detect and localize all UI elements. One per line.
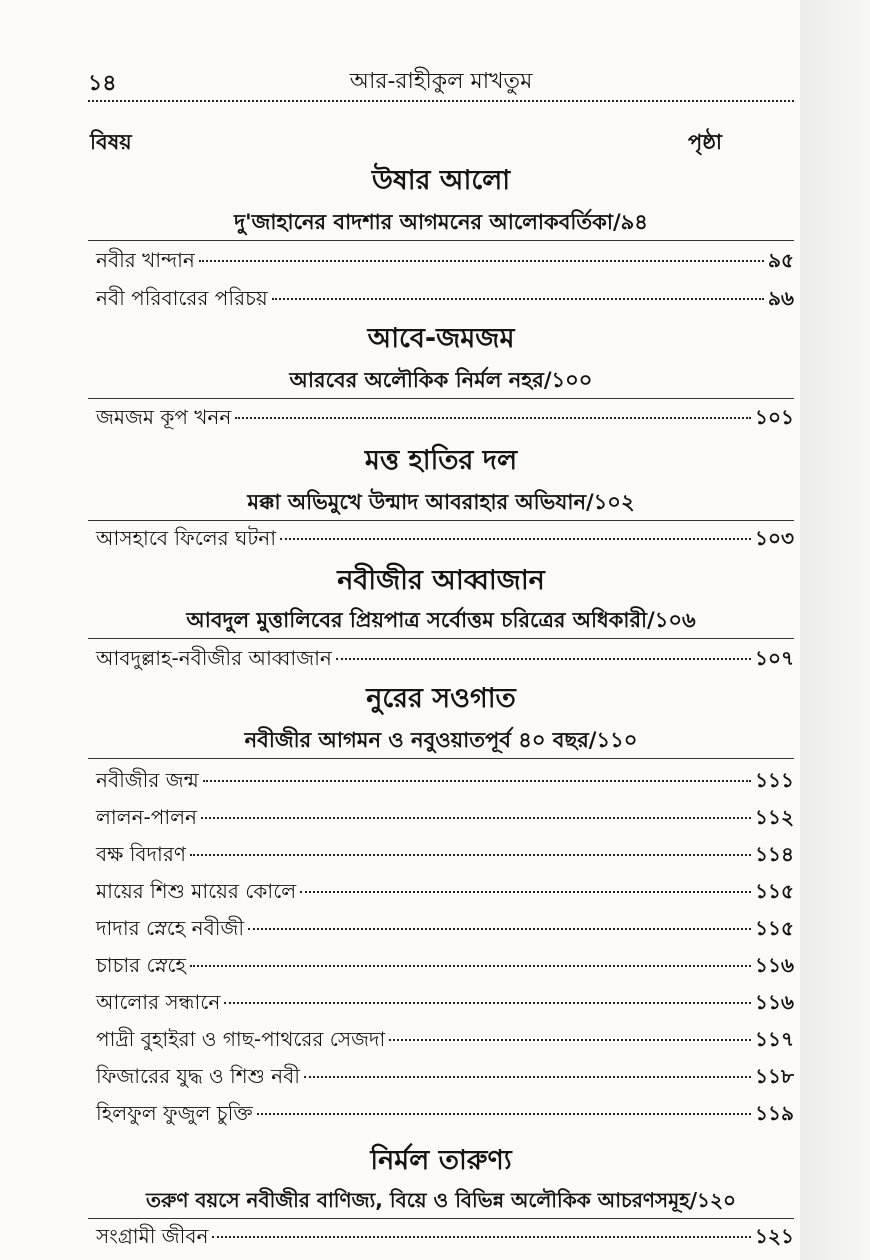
leader-dots (304, 1076, 751, 1078)
subject-column-heading: বিষয় (90, 130, 132, 154)
entry-page: ১১৫ (755, 916, 794, 940)
section-subtitle: তরুণ বয়সে নবীজীর বাণিজ্য, বিয়ে ও বিভিন্ন অলৌকিক আচরণসমূহ/১২০ (145, 1188, 737, 1212)
entry-page: ১১৫ (755, 879, 794, 903)
entry-label: নবীজীর জন্ম (96, 768, 199, 792)
entry-label: মায়ের শিশু মায়ের কোলে (96, 879, 297, 903)
entry-label: চাচার স্নেহে (96, 953, 186, 977)
leader-dots (212, 1236, 751, 1238)
entry-page: ১১৮ (755, 1064, 794, 1088)
entry-label: ফিজারের যুদ্ধ ও শিশু নবী (96, 1064, 300, 1088)
toc-entry[interactable] (96, 1099, 794, 1129)
entry-label: বক্ষ বিদারণ (96, 842, 186, 866)
section-title: নুরের সওগাত (366, 683, 516, 714)
leader-dots (190, 854, 751, 856)
toc-entry[interactable] (96, 1025, 794, 1055)
entry-page: ১০৭ (755, 646, 794, 670)
entry-label: পাদ্রী বুহাইরা ও গাছ-পাথরের সেজদা (96, 1027, 386, 1051)
leader-dots (190, 965, 751, 967)
entry-page: ১১১ (755, 768, 794, 792)
entry-label: হিলফুল ফুজুল চুক্তি (96, 1101, 253, 1125)
entry-page: ১০৩ (755, 526, 794, 550)
leader-dots (203, 780, 751, 782)
toc-entry[interactable] (96, 1222, 794, 1252)
section-title: আবে-জমজম (367, 323, 515, 354)
entry-label: আসহাবে ফিলের ঘটনা (96, 526, 276, 550)
toc-entry[interactable] (96, 951, 794, 981)
leader-dots (201, 817, 751, 819)
toc-entry[interactable] (96, 644, 794, 674)
page-header (88, 62, 794, 98)
toc-entry[interactable] (96, 914, 794, 944)
entry-page: ১১২ (755, 805, 794, 829)
section-rule (88, 398, 794, 399)
section-rule (88, 758, 794, 759)
section-title: নির্মল তারুণ্য (370, 1145, 512, 1176)
entry-label: লালন-পালন (96, 805, 197, 829)
section-title: উষার আলো (371, 165, 511, 196)
entry-page: ৯৬ (768, 286, 794, 310)
leader-dots (199, 260, 764, 262)
entry-page: ১১৬ (755, 990, 794, 1014)
entry-label: আবদুল্লাহ-নবীজীর আব্বাজান (96, 646, 332, 670)
toc-entry[interactable] (96, 766, 794, 796)
leader-dots (248, 928, 751, 930)
toc-entry[interactable] (96, 988, 794, 1018)
toc-entry[interactable] (96, 524, 794, 554)
entry-page: ৯৫ (768, 248, 794, 272)
page-column-heading: পৃষ্ঠা (687, 130, 722, 154)
entry-page: ১১৪ (755, 842, 794, 866)
header-dotted-rule (88, 100, 794, 102)
leader-dots (224, 1002, 751, 1004)
entry-page: ১০১ (755, 405, 794, 429)
page-edge (800, 0, 870, 1260)
section-subtitle: আবদুল মুত্তালিবের প্রিয়পাত্র সর্বোত্তম চরিত্রের অধিকারী/১০৬ (186, 608, 696, 632)
leader-dots (272, 298, 764, 300)
entry-page: ১১৬ (755, 953, 794, 977)
toc-entry[interactable] (96, 246, 794, 276)
toc-entry[interactable] (96, 403, 794, 433)
toc-entry[interactable] (96, 284, 794, 314)
entry-label: আলোর সন্ধানে (96, 990, 221, 1014)
section-subtitle: দু'জাহানের বাদশার আগমনের আলোকবর্তিকা/৯৪ (234, 210, 648, 234)
section-rule (88, 240, 794, 241)
entry-label: জমজম কূপ খনন (96, 405, 232, 429)
leader-dots (257, 1113, 751, 1115)
section-rule (88, 520, 794, 521)
page-number: ১৪ (88, 71, 117, 96)
section-subtitle: নবীজীর আগমন ও নবুওয়াতপূর্ব ৪০ বছর/১১০ (244, 728, 638, 752)
section-rule (88, 1218, 794, 1219)
leader-dots (389, 1039, 751, 1041)
leader-dots (280, 538, 751, 540)
leader-dots (300, 891, 751, 893)
toc-entry[interactable] (96, 1062, 794, 1092)
book-title: আর-রাহীকুল মাখতুম (349, 69, 533, 94)
section-title: নবীজীর আব্বাজান (337, 565, 545, 596)
section-subtitle: মক্কা অভিমুখে উন্মাদ আবরাহার অভিযান/১০২ (247, 490, 635, 514)
entry-label: সংগ্রামী জীবন (96, 1224, 209, 1248)
toc-entry[interactable] (96, 803, 794, 833)
toc-entry[interactable] (96, 840, 794, 870)
section-subtitle: আরবের অলৌকিক নির্মল নহর/১০০ (289, 368, 593, 392)
leader-dots (235, 417, 751, 419)
entry-page: ১১৯ (755, 1101, 794, 1125)
section-title: মত্ত হাতির দল (364, 445, 518, 476)
entry-label: নবীর খান্দান (96, 248, 195, 272)
entry-label: দাদার স্নেহে নবীজী (96, 916, 245, 940)
section-rule (88, 638, 794, 639)
toc-entry[interactable] (96, 877, 794, 907)
entry-label: নবী পরিবারের পরিচয় (96, 286, 268, 310)
entry-page: ১২১ (755, 1224, 794, 1248)
entry-page: ১১৭ (755, 1027, 794, 1051)
leader-dots (336, 658, 751, 660)
